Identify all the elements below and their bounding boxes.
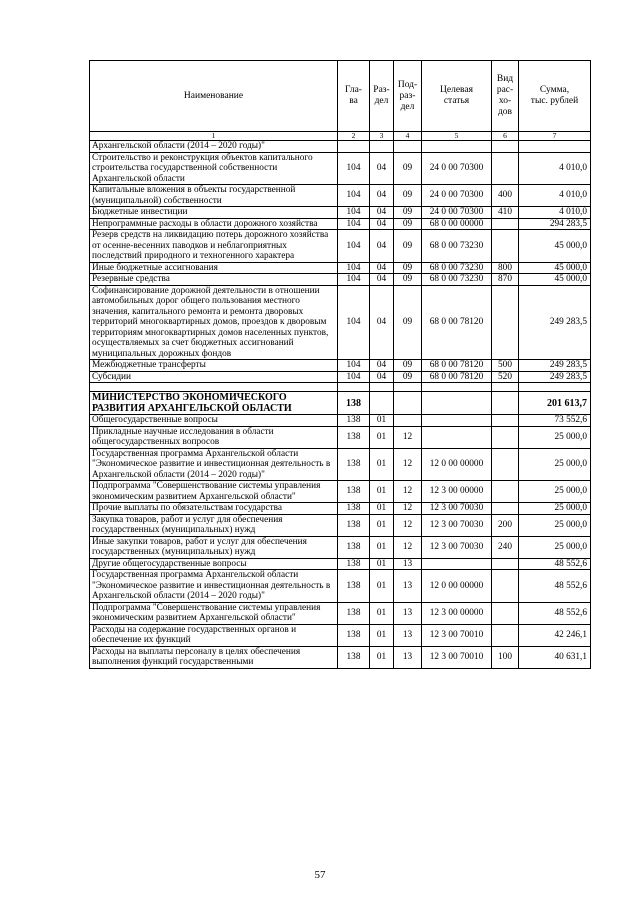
row-chapter: 138: [338, 646, 370, 668]
column-number-row: [90, 132, 591, 141]
row-section: 04: [370, 185, 394, 207]
row-name: Подпрограмма "Совершенствование системы управления экономическим развитием Архангельской области": [90, 602, 338, 624]
row-sum: 45 000,0: [519, 262, 591, 274]
row-section: [370, 392, 394, 415]
row-expense-type: 100: [492, 646, 519, 668]
row-sum: 201 613,7: [519, 392, 591, 415]
row-expense-type: [492, 481, 519, 503]
row-name: Резерв средств на ликвидацию потерь дорожного хозяйства от осенне-весенних паводков и неблагоприятных последствий природного и техногенного характера: [90, 230, 338, 263]
row-target: 24 0 00 70300: [422, 185, 492, 207]
row-section: 04: [370, 152, 394, 185]
row-target: 24 0 00 70300: [422, 152, 492, 185]
row-target: 12 0 00 00000: [422, 448, 492, 481]
row-subsection: [394, 392, 422, 415]
row-subsection: 12: [394, 448, 422, 481]
row-section: 04: [370, 285, 394, 360]
row-expense-type: [492, 218, 519, 230]
row-sum: 249 283,5: [519, 285, 591, 360]
row-chapter: 104: [338, 262, 370, 274]
row-sum: 249 283,5: [519, 360, 591, 372]
row-name: Закупка товаров, работ и услуг для обеспечения государственных (муниципальных) нужд: [90, 514, 338, 536]
row-target: 24 0 00 70300: [422, 207, 492, 219]
row-target: [422, 426, 492, 448]
row-subsection: 09: [394, 152, 422, 185]
row-chapter: 138: [338, 624, 370, 646]
row-target: 68 0 00 78120: [422, 285, 492, 360]
row-section: 04: [370, 360, 394, 372]
row-section: 04: [370, 230, 394, 263]
row-section: 01: [370, 426, 394, 448]
row-name: Подпрограмма "Совершенствование системы управления экономическим развитием Архангельской области": [90, 481, 338, 503]
row-sum: 294 283,5: [519, 218, 591, 230]
spacer-row: [90, 383, 591, 392]
row-sum: 25 000,0: [519, 426, 591, 448]
table-row: [90, 646, 591, 668]
row-chapter: 138: [338, 536, 370, 558]
row-target: 68 0 00 73230: [422, 274, 492, 286]
header-row: [90, 61, 591, 132]
table-row: [90, 426, 591, 448]
row-name: Государственная программа Архангельской области "Экономическое развитие и инвестиционная деятельность в Архангельской области (2014 – 2020 годы)": [90, 570, 338, 603]
row-chapter: [338, 141, 370, 153]
row-target: 68 0 00 73230: [422, 262, 492, 274]
row-chapter: 104: [338, 218, 370, 230]
row-chapter: 104: [338, 230, 370, 263]
row-sum: 45 000,0: [519, 230, 591, 263]
row-expense-type: [492, 392, 519, 415]
row-target: 68 0 00 00000: [422, 218, 492, 230]
row-expense-type: [492, 570, 519, 603]
table-row: [90, 392, 591, 415]
table-row: [90, 514, 591, 536]
header-expense-type: Вид рас- хо- дов: [492, 61, 519, 132]
table-row: [90, 415, 591, 427]
row-target: 12 3 00 00000: [422, 481, 492, 503]
row-subsection: 09: [394, 274, 422, 286]
row-chapter: 138: [338, 503, 370, 515]
row-subsection: 13: [394, 558, 422, 570]
table-row: [90, 262, 591, 274]
table-row: [90, 558, 591, 570]
row-name: Архангельской области (2014 – 2020 годы)": [90, 141, 338, 153]
row-expense-type: 800: [492, 262, 519, 274]
table-row: [90, 152, 591, 185]
row-name: Прикладные научные исследования в области общегосударственных вопросов: [90, 426, 338, 448]
table-row: [90, 274, 591, 286]
row-sum: 42 246,1: [519, 624, 591, 646]
row-expense-type: [492, 624, 519, 646]
row-subsection: 09: [394, 185, 422, 207]
row-expense-type: 500: [492, 360, 519, 372]
row-section: 04: [370, 371, 394, 383]
row-section: 04: [370, 262, 394, 274]
row-target: 12 3 00 70030: [422, 503, 492, 515]
row-name: Другие общегосударственные вопросы: [90, 558, 338, 570]
row-expense-type: 870: [492, 274, 519, 286]
row-sum: 25 000,0: [519, 514, 591, 536]
row-subsection: 12: [394, 503, 422, 515]
row-expense-type: [492, 448, 519, 481]
table-row: [90, 536, 591, 558]
table-row: [90, 570, 591, 603]
header-subsection: Под- раз- дел: [394, 61, 422, 132]
table-row: [90, 141, 591, 153]
row-subsection: [394, 141, 422, 153]
row-sum: 73 552,6: [519, 415, 591, 427]
row-expense-type: [492, 230, 519, 263]
row-subsection: [394, 415, 422, 427]
spacer-cell: [519, 383, 591, 392]
row-target: 68 0 00 78120: [422, 371, 492, 383]
row-subsection: 09: [394, 218, 422, 230]
row-chapter: 138: [338, 558, 370, 570]
table-row: [90, 285, 591, 360]
row-target: 68 0 00 78120: [422, 360, 492, 372]
col-number: 1: [90, 132, 338, 141]
row-section: 01: [370, 481, 394, 503]
table-row: [90, 218, 591, 230]
row-sum: 48 552,6: [519, 570, 591, 603]
row-sum: 4 010,0: [519, 185, 591, 207]
row-name: Капитальные вложения в объекты государственной (муниципальной) собственности: [90, 185, 338, 207]
table-row: [90, 230, 591, 263]
row-target: 68 0 00 73230: [422, 230, 492, 263]
row-subsection: 12: [394, 481, 422, 503]
row-section: 04: [370, 207, 394, 219]
row-chapter: 104: [338, 371, 370, 383]
row-name: МИНИСТЕРСТВО ЭКОНОМИЧЕСКОГО РАЗВИТИЯ АРХАНГЕЛЬСКОЙ ОБЛАСТИ: [90, 392, 338, 415]
row-chapter: 138: [338, 415, 370, 427]
header-section: Раз- дел: [370, 61, 394, 132]
row-name: Межбюджетные трансферты: [90, 360, 338, 372]
row-name: Иные бюджетные ассигнования: [90, 262, 338, 274]
row-sum: 25 000,0: [519, 481, 591, 503]
row-subsection: 12: [394, 426, 422, 448]
row-target: 12 3 00 00000: [422, 602, 492, 624]
row-sum: 40 631,1: [519, 646, 591, 668]
row-subsection: 09: [394, 285, 422, 360]
row-subsection: 13: [394, 646, 422, 668]
row-section: 04: [370, 218, 394, 230]
row-subsection: 09: [394, 371, 422, 383]
row-sum: 25 000,0: [519, 503, 591, 515]
row-expense-type: [492, 503, 519, 515]
row-expense-type: 400: [492, 185, 519, 207]
spacer-cell: [394, 383, 422, 392]
table-row: [90, 624, 591, 646]
row-expense-type: 520: [492, 371, 519, 383]
row-sum: 4 010,0: [519, 152, 591, 185]
row-sum: 45 000,0: [519, 274, 591, 286]
header-name: Наименование: [90, 61, 338, 132]
row-chapter: 104: [338, 185, 370, 207]
row-expense-type: [492, 141, 519, 153]
row-subsection: 12: [394, 536, 422, 558]
row-sum: [519, 141, 591, 153]
table-row: [90, 503, 591, 515]
row-name: Непрограммные расходы в области дорожного хозяйства: [90, 218, 338, 230]
row-name: Резервные средства: [90, 274, 338, 286]
row-target: [422, 392, 492, 415]
col-number: 5: [422, 132, 492, 141]
row-name: Общегосударственные вопросы: [90, 415, 338, 427]
row-sum: 249 283,5: [519, 371, 591, 383]
row-name: Бюджетные инвестиции: [90, 207, 338, 219]
row-chapter: 104: [338, 285, 370, 360]
row-subsection: 09: [394, 207, 422, 219]
row-name: Субсидии: [90, 371, 338, 383]
row-section: 01: [370, 415, 394, 427]
row-chapter: 104: [338, 152, 370, 185]
row-subsection: 13: [394, 602, 422, 624]
row-subsection: 09: [394, 230, 422, 263]
row-target: 12 3 00 70030: [422, 536, 492, 558]
row-chapter: 138: [338, 392, 370, 415]
table-row: [90, 371, 591, 383]
col-number: 6: [492, 132, 519, 141]
row-section: 01: [370, 646, 394, 668]
spacer-cell: [370, 383, 394, 392]
col-number: 7: [519, 132, 591, 141]
row-expense-type: [492, 602, 519, 624]
spacer-cell: [90, 383, 338, 392]
row-chapter: 104: [338, 207, 370, 219]
row-chapter: 138: [338, 448, 370, 481]
row-section: [370, 141, 394, 153]
row-section: 01: [370, 503, 394, 515]
row-chapter: 104: [338, 360, 370, 372]
row-expense-type: [492, 426, 519, 448]
row-expense-type: 200: [492, 514, 519, 536]
row-name: Строительство и реконструкция объектов капитального строительства государственной собственности Архангельской области: [90, 152, 338, 185]
row-name: Софинансирование дорожной деятельности в отношении автомобильных дорог общего пользования местного значения, капитального ремонта и ремонта дворовых территорий многоквартирных домов, проездов к дворовым территориям многоквартирных домов населенных пунктов, осуществляемых за счет бюджетных ассигнований муниципальных дорожных фондов: [90, 285, 338, 360]
table-row: [90, 360, 591, 372]
row-sum: 25 000,0: [519, 448, 591, 481]
row-target: 12 3 00 70010: [422, 624, 492, 646]
row-expense-type: [492, 285, 519, 360]
table-row: [90, 602, 591, 624]
table-row: [90, 207, 591, 219]
row-name: Государственная программа Архангельской области "Экономическое развитие и инвестиционная деятельность в Архангельской области (2014 – 2020 годы)": [90, 448, 338, 481]
row-expense-type: 240: [492, 536, 519, 558]
row-subsection: 13: [394, 624, 422, 646]
spacer-cell: [422, 383, 492, 392]
header-chapter: Гла- ва: [338, 61, 370, 132]
table-row: [90, 448, 591, 481]
table-row: [90, 481, 591, 503]
header-sum: Сумма, тыс. рублей: [519, 61, 591, 132]
col-number: 2: [338, 132, 370, 141]
row-section: 01: [370, 570, 394, 603]
row-target: 12 3 00 70010: [422, 646, 492, 668]
row-sum: 25 000,0: [519, 536, 591, 558]
row-sum: 48 552,6: [519, 602, 591, 624]
row-expense-type: [492, 558, 519, 570]
row-name: Прочие выплаты по обязательствам государства: [90, 503, 338, 515]
row-target: [422, 415, 492, 427]
row-expense-type: [492, 415, 519, 427]
spacer-cell: [338, 383, 370, 392]
table-row: [90, 185, 591, 207]
header-target: Целевая статья: [422, 61, 492, 132]
row-sum: 4 010,0: [519, 207, 591, 219]
budget-table: [89, 60, 591, 669]
row-name: Расходы на выплаты персоналу в целях обеспечения выполнения функций государственными: [90, 646, 338, 668]
row-sum: 48 552,6: [519, 558, 591, 570]
col-number: 3: [370, 132, 394, 141]
row-section: 01: [370, 558, 394, 570]
row-chapter: 138: [338, 602, 370, 624]
row-chapter: 138: [338, 570, 370, 603]
row-chapter: 138: [338, 426, 370, 448]
row-chapter: 138: [338, 514, 370, 536]
spacer-cell: [492, 383, 519, 392]
row-name: Иные закупки товаров, работ и услуг для обеспечения государственных (муниципальных) нужд: [90, 536, 338, 558]
col-number: 4: [394, 132, 422, 141]
row-subsection: 09: [394, 360, 422, 372]
row-chapter: 138: [338, 481, 370, 503]
row-expense-type: [492, 152, 519, 185]
row-section: 01: [370, 602, 394, 624]
row-section: 01: [370, 536, 394, 558]
row-section: 01: [370, 514, 394, 536]
row-section: 01: [370, 448, 394, 481]
page-number: 57: [314, 869, 326, 881]
row-section: 04: [370, 274, 394, 286]
row-subsection: 12: [394, 514, 422, 536]
row-name: Расходы на содержание государственных органов и обеспечение их функций: [90, 624, 338, 646]
row-target: 12 0 00 00000: [422, 570, 492, 603]
row-target: [422, 558, 492, 570]
row-section: 01: [370, 624, 394, 646]
row-subsection: 13: [394, 570, 422, 603]
row-target: [422, 141, 492, 153]
row-expense-type: 410: [492, 207, 519, 219]
row-target: 12 3 00 70030: [422, 514, 492, 536]
row-chapter: 104: [338, 274, 370, 286]
row-subsection: 09: [394, 262, 422, 274]
